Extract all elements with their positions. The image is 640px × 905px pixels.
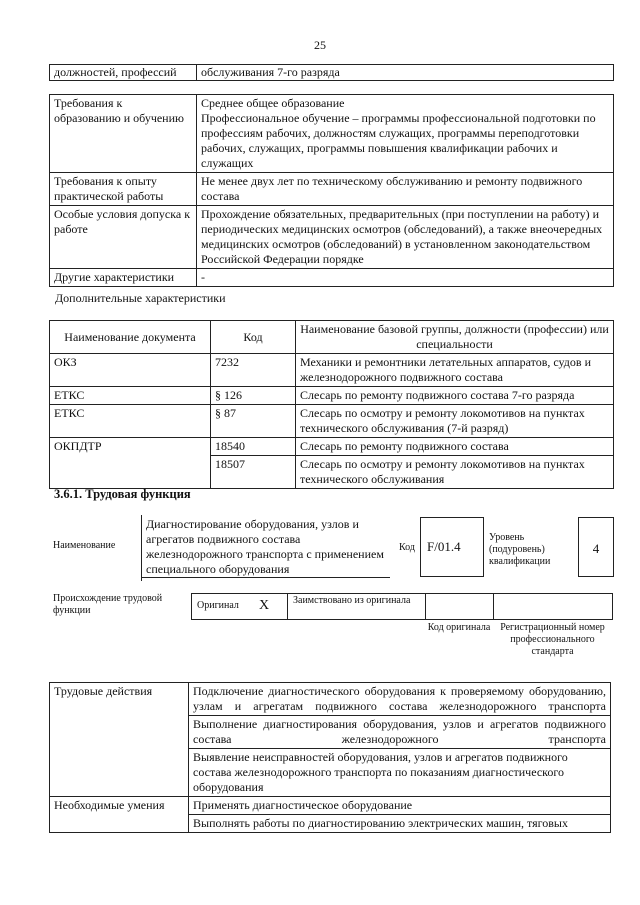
page-number: 25 [314, 38, 326, 52]
cell-name: Слесарь по осмотру и ремонту локомотивов на пунктах технического обслуживания (7-й разряд) [296, 405, 614, 438]
origin-label: Происхождение трудовой функции [53, 593, 163, 616]
row-value: обслуживания 7-го разряда [197, 65, 614, 81]
experience-value: Не менее двух лет по техническому обслуживанию и ремонту подвижного состава [197, 173, 614, 206]
level-box [578, 517, 614, 577]
experience-label: Требования к опыту практической работы [50, 173, 197, 206]
cell-code: § 126 [211, 387, 296, 405]
cell-name: Слесарь по ремонту подвижного состава 7-го разряда [296, 387, 614, 405]
education-value [197, 95, 614, 173]
skill-item: Выполнять работы по диагностированию электрических машин, тяговых [189, 815, 611, 833]
education-line-2: Профессиональное обучение – программы профессиональной подготовки по профессиям рабочих, должностям служащих, программы переподготовки рабочих, служащих, программы повышения квалификации рабочих и служащих [201, 111, 596, 170]
table-header-row [50, 321, 614, 354]
code-label: Код [399, 542, 415, 553]
cell-code: 18507 [211, 456, 296, 489]
extra-heading: Дополнительные характеристики [55, 291, 226, 305]
extra-table [49, 320, 614, 489]
education-label: Требования к образованию и обучению [50, 95, 197, 173]
cell-name: Механики и ремонтники летательных аппаратов, судов и железнодорожного подвижного состава [296, 354, 614, 387]
borrowed-label: Заимствовано из оригинала [293, 595, 411, 606]
function-name-text: Диагностирование оборудования, узлов и агрегатов подвижного состава железнодорожного транспорта с применением специального оборудования [146, 517, 384, 576]
table-row [50, 683, 611, 716]
origin-divider-3 [493, 593, 494, 619]
cell-code: 18540 [211, 438, 296, 456]
cell-code: 7232 [211, 354, 296, 387]
table-row [50, 387, 614, 405]
table-row [50, 269, 614, 287]
table-row [50, 438, 614, 456]
cell-doc: ЕТКС [50, 405, 211, 438]
actions-label: Трудовые действия [50, 683, 189, 797]
origin-divider-1 [287, 593, 288, 619]
cell-doc: ОКПДТР [50, 438, 211, 489]
header-doc: Наименование документа [50, 321, 211, 354]
table-row [50, 173, 614, 206]
top-table [49, 64, 614, 81]
skill-item: Применять диагностическое оборудование [189, 797, 611, 815]
function-name-value [141, 515, 396, 581]
special-conditions-value: Прохождение обязательных, предварительных (при поступлении на работу) и периодических медицинских осмотров (обследований), а также внеочередных медицинских осмотров (обследований) в установленном законодательством Российской Федерации порядке [197, 206, 614, 269]
function-name-underline [141, 577, 390, 578]
origin-code-label: Код оригинала [427, 622, 491, 633]
skills-label: Необходимые умения [50, 797, 189, 833]
cell-code: § 87 [211, 405, 296, 438]
actions-table [49, 682, 611, 833]
code-value: F/01.4 [427, 539, 461, 554]
table-row [50, 95, 614, 173]
original-mark: X [259, 598, 270, 613]
function-heading: 3.6.1. Трудовая функция [54, 487, 191, 501]
requirements-table [49, 94, 614, 287]
cell-name: Слесарь по ремонту подвижного состава [296, 438, 614, 456]
other-label: Другие характеристики [50, 269, 197, 287]
special-conditions-label: Особые условия допуска к работе [50, 206, 197, 269]
other-value: - [197, 269, 614, 287]
header-name: Наименование базовой группы, должности (профессии) или специальности [296, 321, 614, 354]
cell-doc: ОКЗ [50, 354, 211, 387]
level-label: Уровень (подуровень) квалификации [489, 532, 551, 567]
action-item: Подключение диагностического оборудования к проверяемому оборудованию, узлам и агрегатам подвижного состава железнодорожного транспорта [189, 683, 611, 716]
action-item: Выявление неисправностей оборудования, узлов и агрегатов подвижного состава железнодорожного транспорта по показаниям диагностического оборудования [189, 749, 611, 797]
education-line-1: Среднее общее образование [201, 96, 345, 110]
action-item: Выполнение диагностирования оборудования, узлов и агрегатов подвижного состава железнодорожного транспорта [189, 716, 611, 749]
name-label: Наименование [53, 540, 116, 551]
header-code: Код [211, 321, 296, 354]
table-row [50, 65, 614, 81]
table-row [50, 354, 614, 387]
table-row [50, 206, 614, 269]
level-value: 4 [592, 541, 600, 556]
origin-divider-2 [425, 593, 426, 619]
cell-name: Слесарь по осмотру и ремонту локомотивов на пунктах технического обслуживания [296, 456, 614, 489]
row-label: должностей, профессий [50, 65, 197, 81]
original-label: Оригинал [197, 600, 239, 611]
cell-doc: ЕТКС [50, 387, 211, 405]
table-row [50, 797, 611, 815]
reg-number-label: Регистрационный номер профессионального стандарта [500, 622, 605, 657]
code-box [420, 517, 484, 577]
table-row [50, 405, 614, 438]
